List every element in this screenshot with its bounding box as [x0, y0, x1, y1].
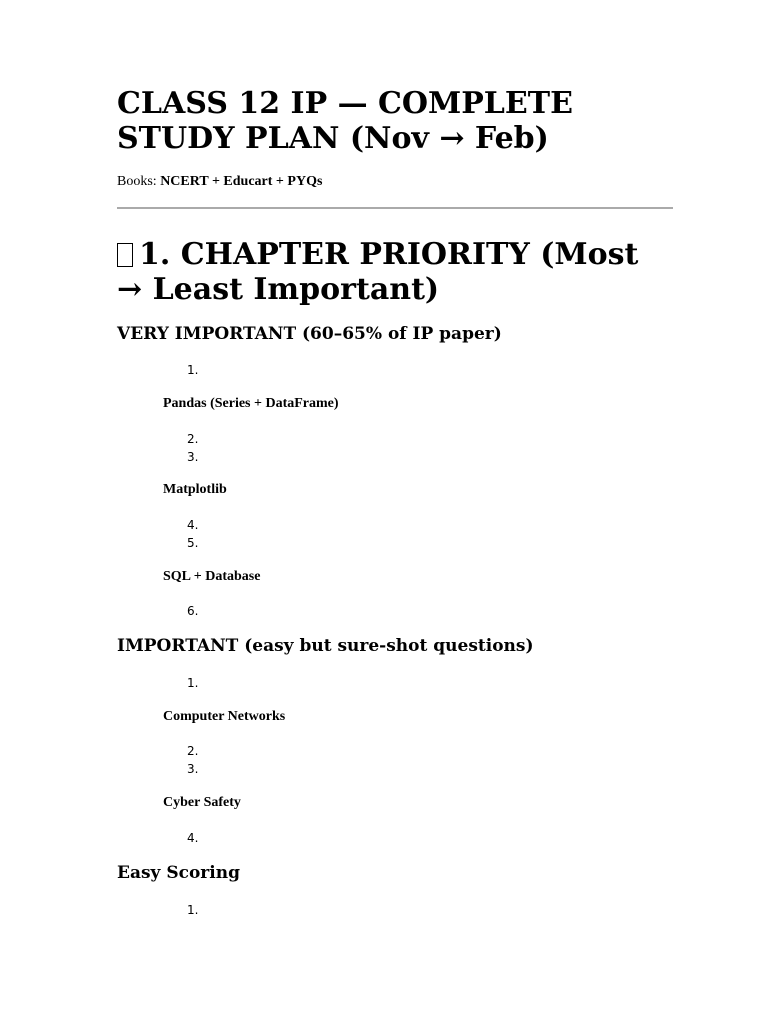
chapter-item-computer-networks: Computer Networks — [163, 709, 286, 724]
list-number: 6. — [187, 604, 199, 618]
list-number: 4. — [187, 831, 199, 845]
chapter-item-cyber-safety: Cyber Safety — [163, 795, 241, 810]
list-number: 1. — [187, 903, 199, 917]
subheading-easy-scoring: Easy Scoring — [117, 863, 240, 883]
chapter-item-pandas: Pandas (Series + DataFrame) — [163, 396, 339, 411]
horizontal-divider — [117, 207, 673, 209]
section-heading-text: 1. CHAPTER PRIORITY (Most → Least Important) — [117, 237, 639, 307]
books-label: Books: — [117, 174, 157, 189]
list-number: 1. — [187, 363, 199, 377]
missing-glyph-icon — [117, 243, 133, 267]
chapter-item-sql: SQL + Database — [163, 569, 261, 584]
books-line — [117, 173, 322, 191]
list-number: 1. — [187, 676, 199, 690]
books-value: NCERT + Educart + PYQs — [160, 174, 323, 189]
list-number: 3. — [187, 762, 199, 776]
subheading-important: IMPORTANT (easy but sure-shot questions) — [117, 636, 534, 656]
list-number: 5. — [187, 536, 199, 550]
subheading-very-important: VERY IMPORTANT (60–65% of IP paper) — [117, 324, 502, 344]
list-number: 4. — [187, 518, 199, 532]
list-number: 2. — [187, 744, 199, 758]
list-number: 3. — [187, 450, 199, 464]
chapter-item-matplotlib: Matplotlib — [163, 482, 227, 497]
list-number: 2. — [187, 432, 199, 446]
section-heading-chapter-priority — [117, 237, 673, 307]
document-title: CLASS 12 IP — COMPLETE STUDY PLAN (Nov → Feb) — [117, 86, 573, 156]
